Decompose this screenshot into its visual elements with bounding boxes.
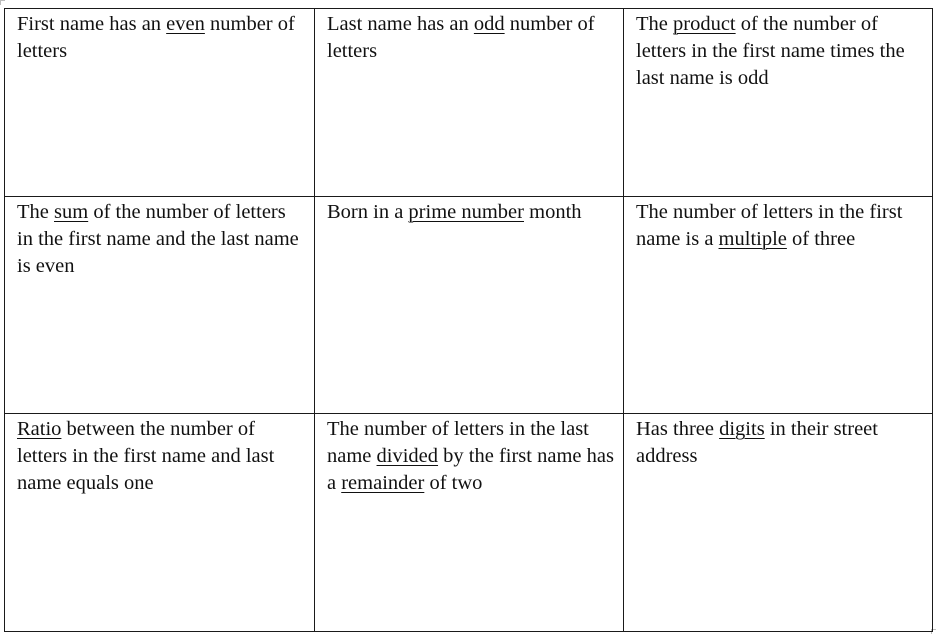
table-cell: Ratio between the number of letters in the first name and last name equals one	[5, 414, 315, 632]
table-cell: Has three digits in their street address	[624, 414, 933, 632]
table-cell: The product of the number of letters in the first name times the last name is odd	[624, 9, 933, 197]
table-row	[5, 414, 933, 632]
table-cell: The sum of the number of letters in the first name and the last name is even	[5, 197, 315, 414]
table-cell: Last name has an odd number of letters	[315, 9, 624, 197]
table-cell: The number of letters in the last name divided by the first name has a remainder of two	[315, 414, 624, 632]
key-term: Ratio	[17, 418, 62, 440]
key-term: divided	[376, 445, 439, 467]
key-term: sum	[54, 201, 89, 223]
table-cell: Born in a prime number month	[315, 197, 624, 414]
bingo-grid-table	[4, 8, 933, 632]
table-cell: First name has an even number of letters	[5, 9, 315, 197]
key-term: odd	[473, 13, 505, 35]
key-term: digits	[719, 418, 765, 440]
key-term: remainder	[341, 472, 425, 494]
key-term: even	[166, 13, 205, 35]
key-term: prime number	[408, 201, 524, 223]
table-row	[5, 197, 933, 414]
table-cell: The number of letters in the first name is a multiple of three	[624, 197, 933, 414]
page-corner-mark-top-left	[0, 0, 5, 5]
key-term: product	[673, 13, 736, 35]
table-row	[5, 9, 933, 197]
key-term: multiple	[718, 228, 787, 250]
